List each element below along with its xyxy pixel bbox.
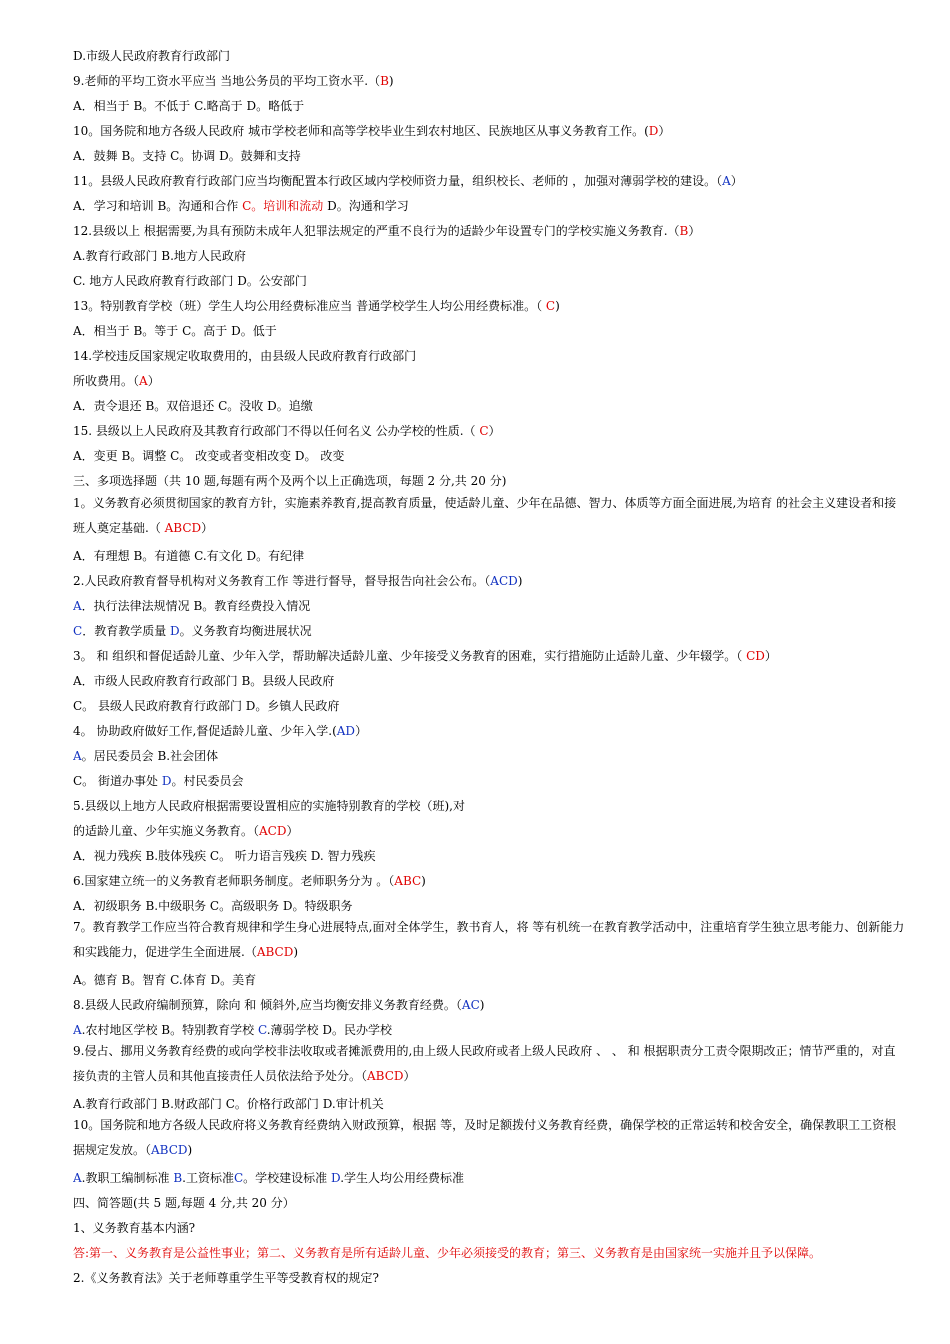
answer-key: C <box>479 424 489 438</box>
bracket-close: ） <box>688 224 701 238</box>
option-text: ．教育教学质量 <box>82 624 171 638</box>
option-text: C. 地方人民政府教育行政部门 D。公安部门 <box>73 274 307 288</box>
option-line <box>73 598 906 614</box>
option-text: .学生人均公用经费标准 <box>340 1171 465 1185</box>
mc-question-9 <box>73 1039 906 1089</box>
question-text: 2.《义务教育法》关于老师尊重学生平等受教育权的规定? <box>73 1271 379 1285</box>
question-text: 3。 和 组织和督促适龄儿童、少年入学，帮助解决适龄儿童、少年接受义务教育的困难，实行措施防止适龄儿童、少年辍学。（ <box>73 649 747 663</box>
option-text: D。沟通和学习 <box>323 199 409 213</box>
option-text: D.市级人民政府教育行政部门 <box>73 49 231 63</box>
option-line <box>73 248 906 264</box>
option-line <box>73 48 906 64</box>
answer-key: ABCD <box>256 945 294 959</box>
option-line <box>73 1170 906 1186</box>
mc-question-1 <box>73 491 906 541</box>
option-line <box>73 673 906 689</box>
option-line <box>73 198 906 214</box>
answer-key: ABCD <box>367 1069 404 1083</box>
question-text: 7。教育教学工作应当符合教育规律和学生身心进展特点,面对全体学生，教书育人，将 等有机统一在教育教学活动中，注重培育学生独立思考能力、创新能力和实践能力，促进学生全面进展.（ <box>73 920 905 959</box>
question-text: 10。国务院和地方各级人民政府 城市学校老师和高等学校毕业生到农村地区、民族地区从事义务教育工作。( <box>73 124 649 138</box>
bracket-close: ） <box>403 1069 416 1083</box>
question-text: 1、义务教育基本内涵? <box>73 1221 196 1235</box>
option-text: A．市级人民政府教育行政部门 B。县级人民政府 <box>73 674 335 688</box>
question-text: 11。县级人民政府教育行政部门应当均衡配置本行政区域内学校师资力量，组织校长、老师的 ，加强对薄弱学校的建设。（ <box>73 174 723 188</box>
option-text: .教职工编制标准 <box>81 1171 174 1185</box>
question-text: 9.老师的平均工资水平应当 当地公务员的平均工资水平.（ <box>73 74 381 88</box>
mc-question-10 <box>73 1113 906 1163</box>
option-line <box>73 398 906 414</box>
question-text: 1。义务教育必须贯彻国家的教育方针，实施素养教育,提高教育质量，使适龄儿童、少年在品德、智力、体质等方面全面进展,为培育 的社会主义建设者和接班人奠定基础.（ <box>73 496 897 535</box>
option-line <box>73 1096 906 1112</box>
section-heading <box>73 473 906 489</box>
option-line <box>73 98 906 114</box>
answer-key: ABC <box>394 874 422 888</box>
short-question-1 <box>73 1220 906 1236</box>
question-text: 5.县级以上地方人民政府根据需要设置相应的实施特别教育的学校（班),对 <box>73 799 465 813</box>
question-14 <box>73 348 906 364</box>
option-text: A.教育行政部门 B.财政部门 C。价格行政部门 D.审计机关 <box>73 1097 384 1111</box>
option-line <box>73 773 906 789</box>
option-line <box>73 623 906 639</box>
question-14-cont <box>73 373 906 389</box>
option-text: A．相当于 B。等于 C。高于 D。低于 <box>73 324 277 338</box>
option-text: A．有理想 B。有道德 C.有文化 D。有纪律 <box>73 549 305 563</box>
option-line <box>73 848 906 864</box>
question-text: 2.人民政府教育督导机构对义务教育工作 等进行督导，督导报告向社会公布。（ <box>73 574 491 588</box>
option-text: 。义务教育均衡进展状况 <box>179 624 312 638</box>
option-letter: D <box>161 774 172 788</box>
option-line <box>73 1022 906 1038</box>
answer-text: 答:第一、义务教育是公益性事业；第二、义务教育是所有适龄儿童、少年必须接受的教育；第三、义务教育是由国家统一实施并且予以保障。 <box>73 1246 822 1260</box>
option-letter: D <box>330 1171 341 1185</box>
bracket-close: ） <box>355 724 368 738</box>
option-text: 。村民委员会 <box>171 774 244 788</box>
answer-key: AD <box>336 724 356 738</box>
answer-key: D <box>648 124 659 138</box>
bracket-close: ) <box>555 299 560 313</box>
option-letter: A <box>73 1171 82 1185</box>
option-line <box>73 972 906 988</box>
option-text: A．学习和培训 B。沟通和合作 <box>73 199 243 213</box>
option-text: A．视力残疾 B.肢体残疾 C。 听力语言残疾 D. 智力残疾 <box>73 849 376 863</box>
question-text: 9.侵占、挪用义务教育经费的或向学校非法收取或者摊派费用的,由上级人民政府或者上级人民政府 、 、 和 根据职责分工责令限期改正；情节严重的，对直接负责的主管人员和其他直接责任人员依法给予处分。（ <box>73 1044 896 1083</box>
mc-question-5 <box>73 798 906 814</box>
mc-question-8 <box>73 997 906 1013</box>
option-text: A.教育行政部门 B.地方人民政府 <box>73 249 246 263</box>
question-text: 6.国家建立统一的义务教育老师职务制度。老师职务分为 。（ <box>73 874 395 888</box>
answer-key: A <box>722 174 731 188</box>
option-text: C。 街道办事处 <box>73 774 162 788</box>
correct-option: C。培训和流动 <box>242 199 324 213</box>
mc-question-2 <box>73 573 906 589</box>
option-text: .工资标准 <box>182 1171 234 1185</box>
answer-key: ACD <box>490 574 518 588</box>
answer-key: C <box>545 299 556 313</box>
question-13 <box>73 298 906 314</box>
option-text: .薄弱学校 D。民办学校 <box>266 1023 392 1037</box>
question-text: 8.县级人民政府编制预算，除向 和 倾斜外,应当均衡安排义务教育经费。（ <box>73 998 462 1012</box>
answer-key: A <box>139 374 148 388</box>
option-letter: C <box>233 1171 244 1185</box>
question-text: 10。国务院和地方各级人民政府将义务教育经费纳入财政预算，根据 等，及时足额拨付义务教育经费，确保学校的正常运转和校舍安全，确保教职工工资根据规定发放。（ <box>73 1118 897 1157</box>
bracket-close: ） <box>658 124 671 138</box>
mc-question-3 <box>73 648 906 664</box>
option-line <box>73 148 906 164</box>
answer-key: AC <box>461 998 480 1012</box>
question-text: 的适龄儿童、少年实施义务教育。（ <box>73 824 260 838</box>
option-text: ．执行法律法规情况 B。教育经费投入情况 <box>81 599 311 613</box>
answer-key: B <box>380 74 389 88</box>
bracket-close: ） <box>147 374 160 388</box>
section-title: 三、多项选择题（共 10 题,每题有两个及两个以上正确选项，每题 2 分,共 20 分) <box>73 474 507 488</box>
bracket-close: ) <box>388 74 394 88</box>
option-letter: B <box>173 1171 183 1185</box>
option-line <box>73 898 906 914</box>
question-text: 14.学校违反国家规定收取费用的，由县级人民政府教育行政部门 <box>73 349 417 363</box>
answer-key: CD <box>746 649 765 663</box>
question-9 <box>73 73 906 89</box>
question-text: 4。 协助政府做好工作,督促适龄儿童、少年入学.( <box>73 724 337 738</box>
option-text: A．鼓舞 B。支持 C。协调 D。鼓舞和支持 <box>73 149 301 163</box>
bracket-close: ) <box>479 998 485 1012</box>
bracket-close: ) <box>517 574 523 588</box>
option-line <box>73 323 906 339</box>
bracket-close: ） <box>488 424 501 438</box>
mc-question-7 <box>73 915 906 965</box>
mc-question-6 <box>73 873 906 889</box>
option-letter: C <box>257 1023 267 1037</box>
option-text: 。学校建设标准 <box>243 1171 331 1185</box>
question-11 <box>73 173 906 189</box>
question-text: 13。特别教育学校（班）学生人均公用经费标准应当 普通学校学生人均公用经费标准。（ <box>73 299 546 313</box>
question-text: 12.县级以上 根据需要,为具有预防未成年人犯罪法规定的严重不良行为的适龄少年设置专门的学校实施义务教育.（ <box>73 224 680 238</box>
short-question-2 <box>73 1270 906 1286</box>
bracket-close: ) <box>187 1143 193 1157</box>
answer-key: B <box>679 224 689 238</box>
option-text: A．责令退还 B。双倍退还 C。没收 D。追缴 <box>73 399 313 413</box>
question-text: 15. 县级以上人民政府及其教育行政部门不得以任何名义 公办学校的性质.（ <box>73 424 480 438</box>
bracket-close: ） <box>286 824 299 838</box>
option-letter: C <box>73 624 83 638</box>
option-line <box>73 273 906 289</box>
option-line <box>73 548 906 564</box>
bracket-close: ） <box>201 521 214 535</box>
bracket-close: ) <box>293 945 299 959</box>
option-text: .农村地区学校 B。特别教育学校 <box>81 1023 258 1037</box>
bracket-close: ） <box>764 649 777 663</box>
bracket-close: ） <box>730 174 743 188</box>
section-title: 四、简答题(共 5 题,每题 4 分,共 20 分） <box>73 1196 295 1210</box>
question-text: 所收费用。（ <box>73 374 140 388</box>
option-text: A．初级职务 B.中级职务 C。高级职务 D。特级职务 <box>73 899 353 913</box>
option-text: C。 县级人民政府教育行政部门 D。乡镇人民政府 <box>73 699 340 713</box>
question-10 <box>73 123 906 139</box>
section-heading <box>73 1195 906 1211</box>
option-letter: D <box>170 624 180 638</box>
option-text: 。居民委员会 B.社会团体 <box>81 749 219 763</box>
answer-key: ABCD <box>164 521 202 535</box>
question-12 <box>73 223 906 239</box>
option-text: A。德育 B。智育 C.体育 D。美育 <box>73 973 257 987</box>
option-line <box>73 698 906 714</box>
question-15 <box>73 423 906 439</box>
option-line <box>73 748 906 764</box>
option-text: A．相当于 B。不低于 C.略高于 D。略低于 <box>73 99 305 113</box>
mc-question-5-cont <box>73 823 906 839</box>
answer-key: ACD <box>259 824 287 838</box>
option-line <box>73 448 906 464</box>
mc-question-4 <box>73 723 906 739</box>
bracket-close: ) <box>421 874 426 888</box>
option-letter: A <box>73 749 82 763</box>
option-letter: A <box>73 599 82 613</box>
answer-key: ABCD <box>151 1143 188 1157</box>
option-letter: A <box>73 1023 82 1037</box>
answer-line <box>73 1245 906 1261</box>
option-text: A．变更 B。调整 C。 改变或者变相改变 D。 改变 <box>73 449 345 463</box>
